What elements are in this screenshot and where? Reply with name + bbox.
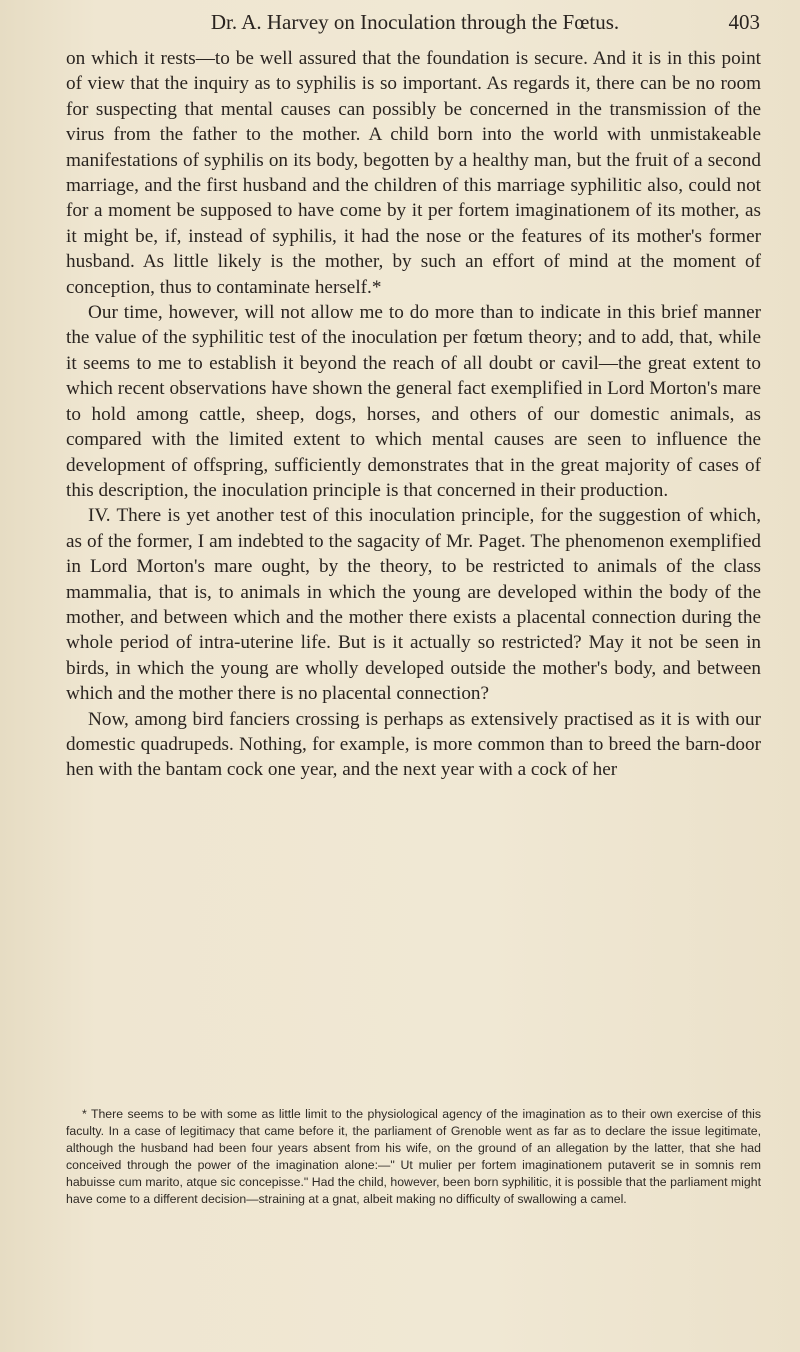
paragraph: on which it rests—to be well assured that the foundation is secure. And it is in this point of view that the inquiry as to syphilis is so important. As regards it, there can be no room for suspecting that mental causes can possibly be concerned in the transmission of the virus from the father to the mother. A child born into the world with unmistakeable manifestations of syphilis on its body, begotten by a healthy man, but the fruit of a second marriage, and the first husband and the children of this marriage syphilitic also, could not for a moment be supposed to have come by it per fortem imaginationem of its mother, as it might be, if, instead of syphilis, it had the nose or the features of its mother's former husband. As little likely is the mother, by such an effort of mind at the moment of conception, thus to contaminate herself.* [66, 48, 761, 298]
paragraph: IV. There is yet another test of this inoculation principle, for the suggestion of which, as of the former, I am indebted to the sagacity of Mr. Paget. The phenomenon exemplified in Lord Morton's mare ought, by the theory, to be restricted to animals of the class mammalia, that is, to animals in which the young are developed within the body of the mother, and between which and the mother there exists a placental connection during the whole period of intra-uterine life. But is it actually so restricted? May it not be seen in birds, in which the young are wholly developed outside the mother's body, and between which and the mother there is no placental connection? [66, 505, 761, 705]
page-header [70, 10, 760, 44]
footnote [66, 1106, 761, 1209]
page-number: 403 [728, 10, 760, 34]
footnote-text: * There seems to be with some as little limit to the physiological agency of the imagination as to their own exercise of this faculty. In a case of legitimacy that came before it, the parliament of Grenoble went as far as to declare the issue legitimate, although the husband had been four years absent from his wife, on the ground of an allegation by the latter, that she had conceived through the power of the imagination alone:—" Ut mulier per fortem imaginationem putaverit se in somnis rem habuisse cum marito, atque sic concepisse." Had the child, however, been born syphilitic, it is possible that the parliament might have come to a different decision—straining at a gnat, albeit making no difficulty of swallowing a camel. [66, 1107, 761, 1207]
main-text [66, 46, 761, 783]
paragraph: Now, among bird fanciers crossing is perhaps as extensively practised as it is with our domestic quadrupeds. Nothing, for example, is more common than to breed the barn-door hen with the bantam cock one year, and the next year with a cock of her [66, 708, 761, 781]
running-title: Dr. A. Harvey on Inoculation through the Fœtus. [210, 10, 620, 34]
paragraph: Our time, however, will not allow me to do more than to indicate in this brief manner the value of the syphilitic test of the inoculation per fœtum theory; and to add, that, while it seems to me to establish it beyond the reach of all doubt or cavil—the great extent to which recent observations have shown the general fact exemplified in Lord Morton's mare to hold among cattle, sheep, dogs, horses, and others of our domestic animals, as compared with the limited extent to which mental causes are seen to influence the development of offspring, sufficiently demonstrates that in the great majority of cases of this description, the inoculation principle is that concerned in their production. [66, 302, 761, 501]
